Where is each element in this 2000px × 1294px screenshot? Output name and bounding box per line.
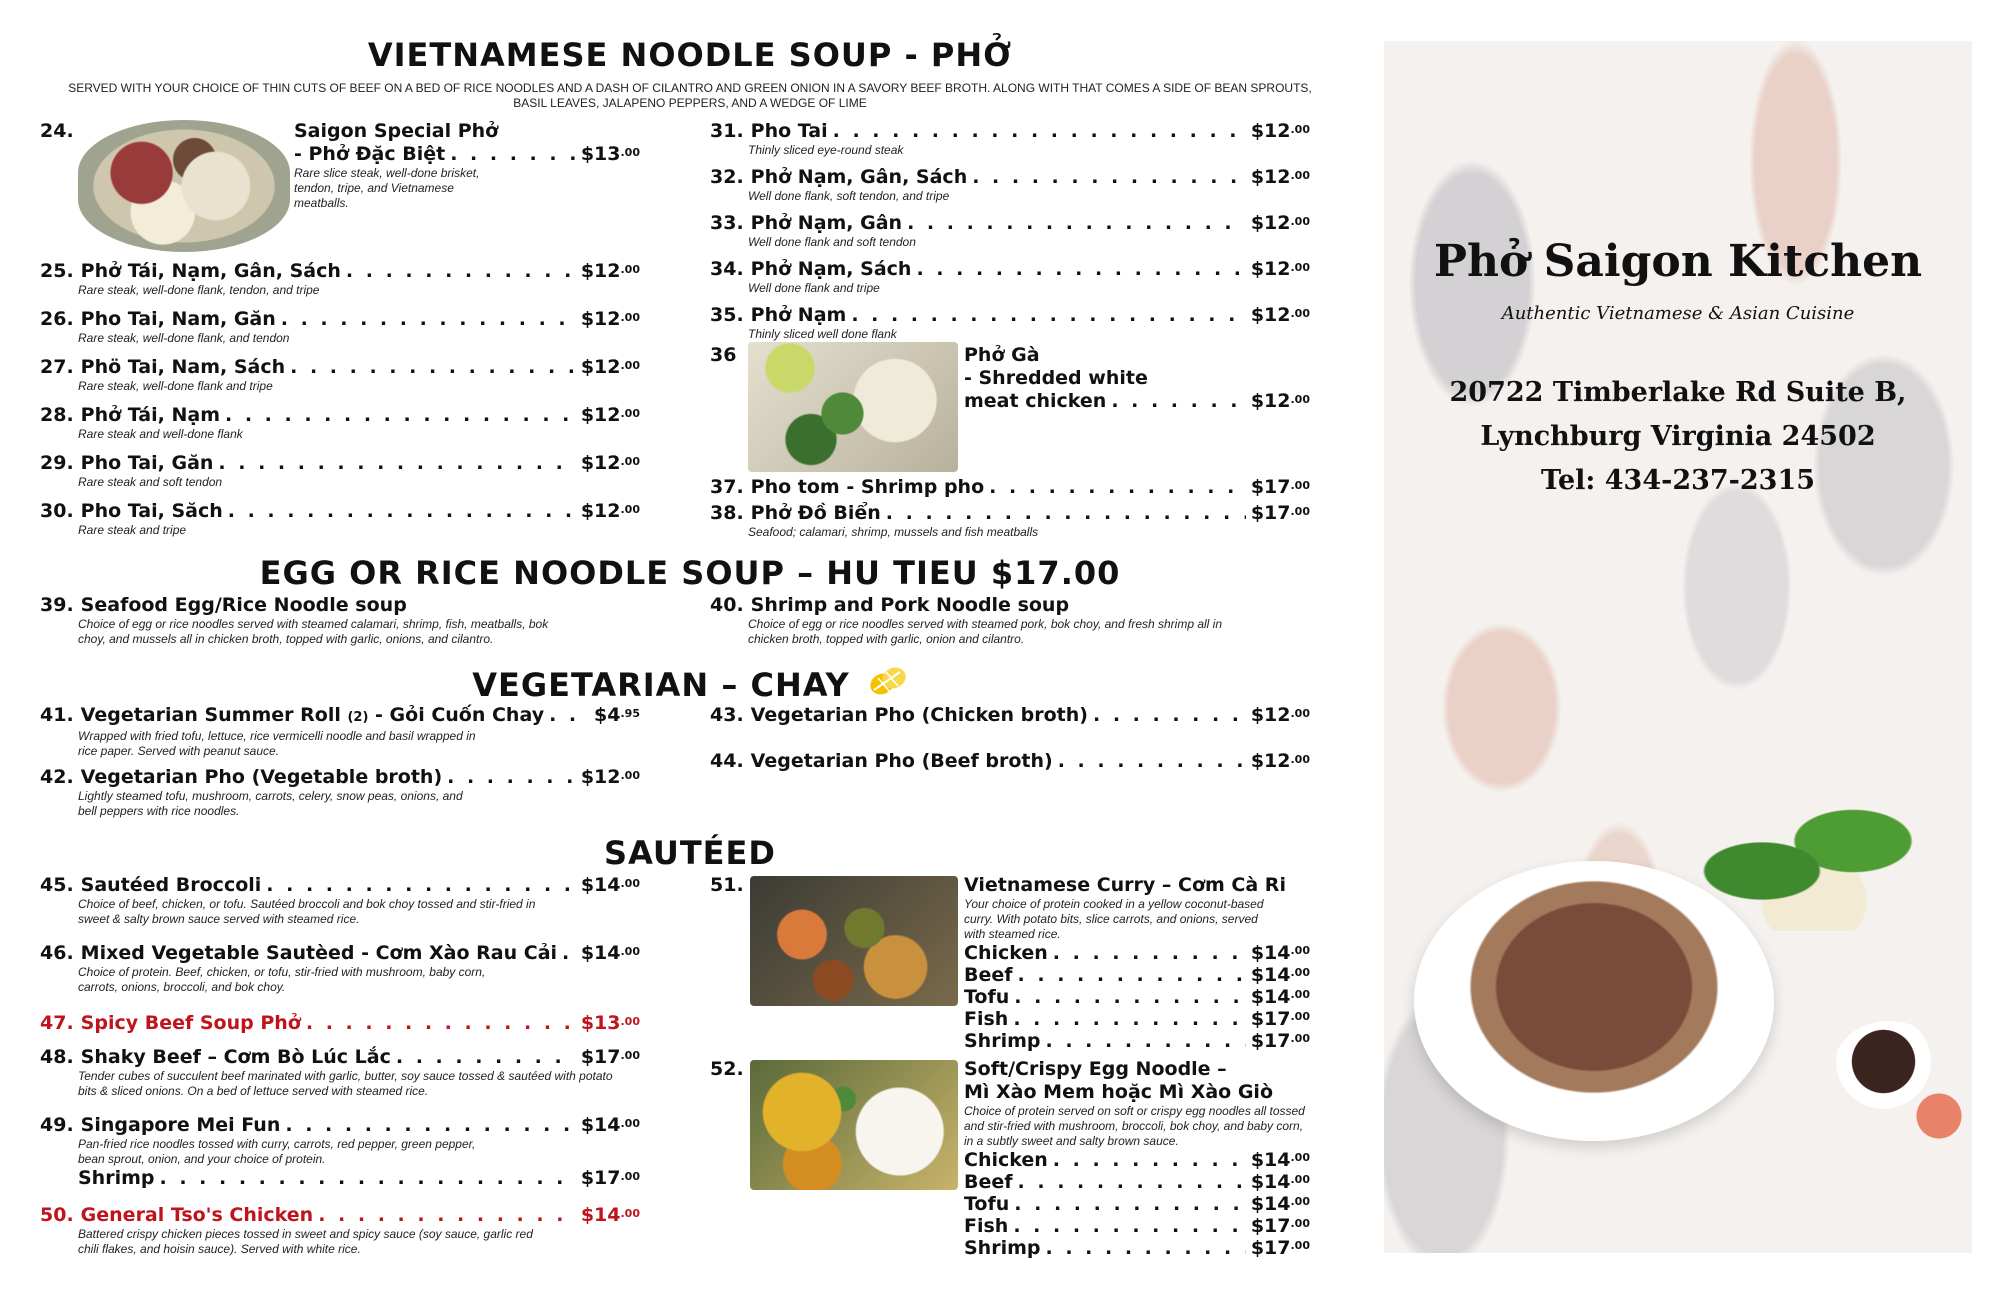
item-number: 30. (40, 500, 74, 522)
item-number: 34. (710, 258, 744, 280)
option-row[interactable] (964, 1008, 1310, 1030)
item-price: $\$12^{.00}$ (1250, 704, 1310, 726)
brand-panel (1384, 41, 1972, 1253)
leader-dots (1053, 1149, 1246, 1171)
leader-dots (450, 143, 576, 166)
menu-item-46[interactable] (40, 942, 640, 995)
menu-item-35[interactable] (710, 304, 1310, 342)
option-name: Shrimp (78, 1167, 155, 1189)
item-name: Seafood Egg/Rice Noodle soup (80, 594, 407, 616)
option-price: $\$17^{.00}$ (580, 1167, 640, 1189)
item-description: Tender cubes of succulent beef marinated with garlic, butter, soy sauce tossed & sautéed with potato bits & sliced onions. On a bed of lettuce served with steamed rice. (78, 1069, 613, 1098)
pho-special-photo (78, 120, 290, 252)
menu-item-32[interactable] (710, 166, 1310, 204)
menu-item-45[interactable] (40, 874, 640, 927)
option-row[interactable] (964, 1215, 1310, 1237)
leader-dots (318, 1204, 576, 1227)
leader-dots (1046, 1237, 1246, 1259)
item-description: Well done flank and soft tendon (748, 235, 916, 249)
item-name: Phö Tai, Nam, Sách (80, 356, 286, 378)
pho-section-title: VIETNAMESE NOODLE SOUP - PHỞ (367, 36, 1013, 74)
leader-dots (285, 1114, 575, 1137)
item-name: Saigon Special Phở (294, 120, 499, 142)
pho-bowl-photo (1414, 861, 1774, 1141)
menu-item-49[interactable] (40, 1114, 640, 1190)
option-row[interactable] (964, 1193, 1310, 1215)
menu-item-39[interactable] (40, 594, 640, 647)
item-name: Vegetarian Pho (Vegetable broth) (80, 766, 443, 788)
item-description: Well done flank and tripe (748, 281, 880, 295)
item-number: 29. (40, 452, 74, 474)
leader-dots (1093, 704, 1246, 727)
egg-noodle-photo (750, 1060, 958, 1190)
leader-dots (916, 258, 1245, 281)
item-number: 35. (710, 304, 744, 326)
item-description: Battered crispy chicken pieces tossed in sweet and spicy sauce (soy sauce, garlic red chili flakes, and hoisin sauce). Served with white rice. (78, 1227, 533, 1256)
item-number: 26. (40, 308, 74, 330)
item-price: $\$14^{.00}$ (580, 942, 640, 964)
item-number: 27. (40, 356, 74, 378)
item-name: Vegetarian Pho (Beef broth) (750, 750, 1053, 772)
item-number: 28. (40, 404, 74, 426)
item-name: General Tso's Chicken (80, 1204, 314, 1226)
item-number: 31. (710, 120, 744, 142)
item-number: 42. (40, 766, 74, 788)
item-description: Choice of protein. Beef, chicken, or tofu, stir-fried with mushroom, baby corn, carrots, onions, broccoli, and bok choy. (78, 965, 486, 994)
chili-sauce-photo (1904, 1081, 1974, 1151)
item-description: Well done flank, soft tendon, and tripe (748, 189, 950, 203)
item-name: Spicy Beef Soup Phở (80, 1012, 301, 1034)
option-row[interactable] (964, 964, 1310, 986)
item-name: Phở Gà (964, 344, 1040, 366)
item-price: $\$12^{.00}$ (1250, 390, 1310, 412)
item-name-2: - Shredded white (964, 367, 1148, 389)
option-row[interactable] (964, 1171, 1310, 1193)
option-name: Beef (964, 964, 1013, 986)
item-description: Rare steak, well-done flank and tripe (78, 379, 273, 393)
address-line-2: Lynchburg Virginia 24502 (1480, 421, 1876, 452)
item-name-3: meat chicken (964, 390, 1107, 412)
item-number: 46. (40, 942, 74, 964)
menu-item-27[interactable] (40, 356, 640, 394)
item-description: Wrapped with fried tofu, lettuce, rice vermicelli noodle and basil wrapped in rice paper. Served with peanut sauce. (78, 729, 476, 758)
vegetarian-leaf-icon (868, 664, 908, 700)
item-price: $\$12^{.00}$ (1250, 166, 1310, 188)
option-price: $\$17^{.00}$ (1250, 1030, 1310, 1052)
menu-item-28[interactable] (40, 404, 640, 442)
item-quantity: (2) (347, 710, 369, 725)
menu-item-43[interactable] (710, 704, 1310, 727)
menu-item-51[interactable] (710, 874, 1310, 1052)
leader-dots (447, 766, 576, 789)
leader-dots (549, 704, 589, 727)
address-line-1: 20722 Timberlake Rd Suite B, (1449, 377, 1907, 408)
item-price: $\$12^{.00}$ (580, 766, 640, 788)
leader-dots (225, 404, 576, 427)
item-name: Sautéed Broccoli (80, 874, 262, 896)
item-price: $\$12^{.00}$ (580, 356, 640, 378)
option-price: $\$14^{.00}$ (1250, 986, 1310, 1008)
item-number: 36 (710, 344, 737, 366)
item-description: Choice of beef, chicken, or tofu. Sautéed broccoli and bok choy tossed and stir-fried in sweet & salty brown sauce served with steamed rice. (78, 897, 536, 926)
option-price: $\$17^{.00}$ (1250, 1237, 1310, 1259)
menu-item-41[interactable] (40, 704, 640, 759)
item-name: Phở Tái, Nạm, Gân, Sách (80, 260, 341, 282)
item-price: $\$14^{.00}$ (580, 1204, 640, 1226)
leader-dots (989, 476, 1246, 499)
menu-item-33[interactable] (710, 212, 1310, 250)
item-name: Phở Nạm, Sách (750, 258, 912, 280)
item-price: $\$12^{.00}$ (1250, 212, 1310, 234)
leader-dots (1018, 964, 1246, 986)
menu-item-36[interactable] (710, 342, 1310, 474)
item-number: 38. (710, 502, 744, 524)
item-number: 44. (710, 750, 744, 772)
leader-dots (1013, 1008, 1246, 1030)
item-number: 48. (40, 1046, 74, 1068)
item-price: $\$14^{.00}$ (580, 874, 640, 896)
item-price: $\$12^{.00}$ (580, 260, 640, 282)
leader-dots (1046, 1030, 1246, 1052)
item-name: Singapore Mei Fun (80, 1114, 281, 1136)
veg-section-title: VEGETARIAN – CHAY (40, 664, 1340, 704)
item-price: $\$12^{.00}$ (580, 500, 640, 522)
pho-ga-photo (748, 342, 958, 472)
leader-dots (266, 874, 576, 897)
egg-noodle-options (964, 1149, 1310, 1259)
item-description: Choice of egg or rice noodles served with steamed pork, bok choy, and fresh shrimp all in chicken broth, topped with garlic, onion and cilantro. (748, 617, 1223, 646)
option-name: Chicken (964, 1149, 1048, 1171)
leader-dots (851, 304, 1246, 327)
item-description: Rare slice steak, well-done brisket, tendon, tripe, and Vietnamese meatballs. (294, 166, 480, 210)
item-number: 40. (710, 594, 744, 616)
item-description: Lightly steamed tofu, mushroom, carrots, celery, snow peas, onions, and bell peppers with rice noodles. (78, 789, 463, 818)
leader-dots (1014, 1193, 1246, 1215)
leader-dots (228, 500, 576, 523)
item-price: $\$4^{.95}$ (594, 704, 640, 726)
curry-options (964, 942, 1310, 1052)
item-name: Pho Tai, Săch (80, 500, 223, 522)
option-name: Shrimp (964, 1237, 1041, 1259)
item-number: 39. (40, 594, 74, 616)
menu-item-34[interactable] (710, 258, 1310, 296)
option-price: $\$14^{.00}$ (1250, 942, 1310, 964)
item-price: $\$12^{.00}$ (1250, 750, 1310, 772)
option-price: $\$17^{.00}$ (1250, 1008, 1310, 1030)
item-number: 32. (710, 166, 744, 188)
option-name: Fish (964, 1008, 1009, 1030)
menu-item-40[interactable] (710, 594, 1310, 647)
phone-number[interactable]: Tel: 434-237-2315 (1540, 465, 1816, 496)
menu-item-52[interactable] (710, 1058, 1310, 1258)
menu-left (40, 36, 1340, 1266)
option-price: $\$17^{.00}$ (1250, 1215, 1310, 1237)
item-description: Rare steak, well-done flank, tendon, and tripe (78, 283, 320, 297)
menu-item-47[interactable] (40, 1012, 640, 1035)
option-name: Tofu (964, 986, 1010, 1008)
curry-photo (750, 876, 958, 1006)
item-price: $\$12^{.00}$ (1250, 258, 1310, 280)
leader-dots (972, 166, 1246, 189)
item-description: Choice of protein served on soft or crispy egg noodles all tossed and stir-fried with mushroom, broccoli, bok choy, and baby corn, in a subtly sweet and salty brown sauce. (964, 1104, 1305, 1148)
leader-dots (290, 356, 576, 379)
item-number: 45. (40, 874, 74, 896)
item-number: 33. (710, 212, 744, 234)
leader-dots (907, 212, 1246, 235)
item-name: Shrimp and Pork Noodle soup (750, 594, 1070, 616)
option-row[interactable] (964, 1149, 1310, 1171)
item-name: Vegetarian Summer Roll (80, 704, 341, 726)
item-description: Rare steak and well-done flank (78, 427, 243, 441)
item-number: 41. (40, 704, 74, 726)
item-price: $\$13^{.00}$ (580, 1012, 640, 1034)
leader-dots (1014, 986, 1246, 1008)
item-number: 52. (710, 1058, 744, 1080)
sauteed-section-title: SAUTÉED (604, 834, 776, 872)
item-price: $\$17^{.00}$ (1250, 502, 1310, 524)
leader-dots (1013, 1215, 1246, 1237)
item-description: Rare steak and soft tendon (78, 475, 223, 489)
item-description: Thinly sliced well done flank (748, 327, 897, 341)
leader-dots (160, 1167, 576, 1190)
item-price: $\$12^{.00}$ (580, 452, 640, 474)
menu-item-26[interactable] (40, 308, 640, 346)
restaurant-tagline: Authentic Vietnamese & Asian Cuisine (1501, 303, 1855, 324)
item-name: Mixed Vegetable Sautèed - Cơm Xào Rau Cải (80, 942, 558, 964)
option-row[interactable] (964, 1030, 1310, 1052)
item-number: 24. (40, 120, 74, 142)
item-description: Rare steak and tripe (78, 523, 187, 537)
leader-dots (306, 1012, 576, 1035)
option-name: Beef (964, 1171, 1013, 1193)
item-name: Vietnamese Curry – Cơm Cà Ri (964, 874, 1286, 896)
item-name: Phở Nạm, Gân (750, 212, 903, 234)
leader-dots (562, 942, 576, 965)
option-name: Shrimp (964, 1030, 1041, 1052)
option-price: $\$14^{.00}$ (1250, 1193, 1310, 1215)
menu-item-25[interactable] (40, 260, 640, 298)
item-name-2: - Gỏi Cuốn Chay (375, 704, 545, 726)
option-row[interactable] (964, 1237, 1310, 1259)
item-name: Pho Tai (750, 120, 828, 142)
item-name: Phở Tái, Nạm (80, 404, 220, 426)
item-description: Pan-fried rice noodles tossed with curry, carrots, red pepper, green pepper, bean sprout, onion, and your choice of protein. (78, 1137, 476, 1166)
menu-item-31[interactable] (710, 120, 1310, 158)
option-price: $\$14^{.00}$ (1250, 1149, 1310, 1171)
leader-dots (833, 120, 1246, 143)
menu-item-44[interactable] (710, 750, 1310, 773)
item-name: Phở Nạm, Gân, Sách (750, 166, 968, 188)
item-description: Choice of egg or rice noodles served with steamed calamari, shrimp, fish, meatballs, bok choy, and mussels all in chicken broth, topped with garlic, onions, and cilantro. (78, 617, 549, 646)
menu-item-50[interactable] (40, 1204, 640, 1257)
item-name: Phở Đồ Biển (750, 502, 881, 524)
item-name-2: Mì Xào Mem hoặc Mì Xào Giò (964, 1081, 1273, 1103)
item-price: $\$12^{.00}$ (580, 404, 640, 426)
item-price: $\$12^{.00}$ (580, 308, 640, 330)
item-description: Rare steak, well-done flank, and tendon (78, 331, 290, 345)
menu-item-30[interactable] (40, 500, 640, 538)
menu-item-29[interactable] (40, 452, 640, 490)
option-name: Chicken (964, 942, 1048, 964)
item-number: 49. (40, 1114, 74, 1136)
option-row[interactable] (964, 942, 1310, 964)
menu-item-37[interactable] (710, 476, 1310, 499)
item-number: 51. (710, 874, 744, 896)
item-name: Shaky Beef – Cơm Bò Lúc Lắc (80, 1046, 391, 1068)
item-description: Seafood; calamari, shrimp, mussels and fish meatballs (748, 525, 1039, 539)
leader-dots (396, 1046, 576, 1069)
item-name-2: - Phở Đặc Biệt (294, 143, 446, 165)
leader-dots (1058, 750, 1246, 773)
item-number: 43. (710, 704, 744, 726)
item-number: 25. (40, 260, 74, 282)
option-row[interactable] (964, 986, 1310, 1008)
item-price: $\$17^{.00}$ (580, 1046, 640, 1068)
item-price: $\$12^{.00}$ (1250, 304, 1310, 326)
option-price: $\$14^{.00}$ (1250, 1171, 1310, 1193)
pho-section-subtitle: SERVED WITH YOUR CHOICE OF THIN CUTS OF BEEF ON A BED OF RICE NOODLES AND A DASH OF CILANTRO AND GREEN ONION IN A SAVORY BEEF BROTH. ALONG WITH THAT COMES A SIDE OF BEAN SPROUTS, BASIL LEAVES, JALAPENO PEPPERS, AND A WEDGE OF LIME (68, 81, 1312, 110)
leader-dots (218, 452, 575, 475)
item-number: 47. (40, 1012, 74, 1034)
option-price: $\$14^{.00}$ (1250, 964, 1310, 986)
item-price: $\$12^{.00}$ (1250, 120, 1310, 142)
leader-dots (1018, 1171, 1246, 1193)
leader-dots (886, 502, 1246, 525)
leader-dots (346, 260, 576, 283)
item-name: Pho Tai, Nam, Găn (80, 308, 276, 330)
leader-dots (281, 308, 576, 331)
item-price: $\$17^{.00}$ (1250, 476, 1310, 498)
item-description: Thinly sliced eye-round steak (748, 143, 904, 157)
item-number: 50. (40, 1204, 74, 1226)
menu-item-48[interactable] (40, 1046, 640, 1099)
option-name: Tofu (964, 1193, 1010, 1215)
leader-dots (1053, 942, 1246, 964)
item-name: Pho tom - Shrimp pho (750, 476, 985, 498)
hutieu-section-title: EGG OR RICE NOODLE SOUP – HU TIEU $17.00 (259, 554, 1121, 592)
item-name: Pho Tai, Găn (80, 452, 214, 474)
item-name: Phở Nạm (750, 304, 847, 326)
restaurant-name: Phở Saigon Kitchen (1433, 236, 1923, 287)
item-name: Soft/Crispy Egg Noodle – (964, 1058, 1227, 1080)
item-number: 37. (710, 476, 744, 498)
item-price: $\$13^{.00}$ (580, 143, 640, 165)
item-description: Your choice of protein cooked in a yellow coconut-based curry. With potato bits, slice carrots, and onions, served with steamed rice. (964, 897, 1264, 941)
leader-dots (1111, 390, 1246, 413)
menu-item-38[interactable] (710, 502, 1310, 540)
menu-item-42[interactable] (40, 766, 640, 819)
item-name: Vegetarian Pho (Chicken broth) (750, 704, 1088, 726)
item-price: $\$14^{.00}$ (580, 1114, 640, 1136)
option-name: Fish (964, 1215, 1009, 1237)
